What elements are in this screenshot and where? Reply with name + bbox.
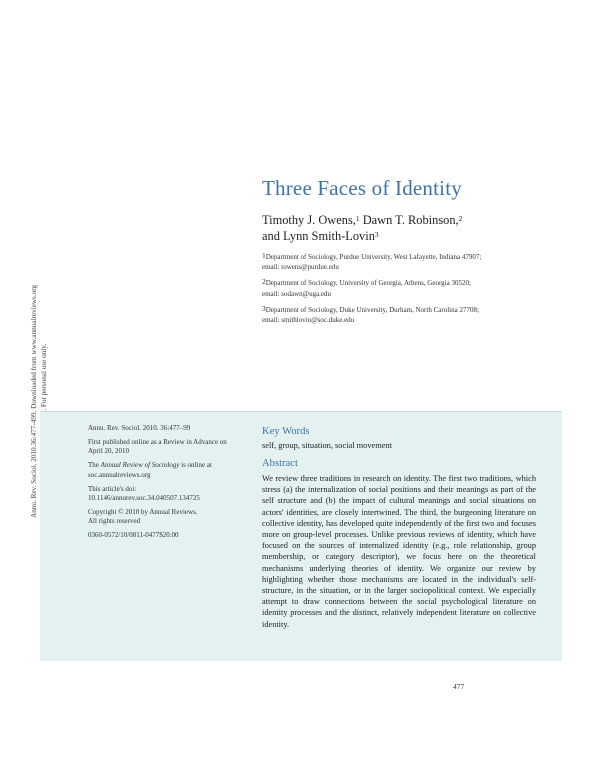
doi[interactable]: 10.1146/annurev.soc.34.040507.134725 xyxy=(88,493,200,502)
affiliation-marker: 3 xyxy=(374,230,379,239)
author-name: Timothy J. Owens, xyxy=(262,213,356,227)
first-published: First published online as a Review in Advance on April 20, 2010 xyxy=(88,437,227,456)
journal-name: Annual Review of Sociology xyxy=(100,461,180,470)
abstract-heading: Abstract xyxy=(262,458,298,469)
doi-label: This article's doi: xyxy=(88,484,137,493)
author-name: and Lynn Smith-Lovin xyxy=(262,229,375,243)
affiliation-marker: 1 xyxy=(355,214,360,223)
affiliation-item xyxy=(262,305,532,325)
keywords-heading: Key Words xyxy=(262,426,310,437)
page-number: 477 xyxy=(453,682,465,691)
affiliation-email: email: sodawn@uga.edu xyxy=(262,289,332,298)
affiliations xyxy=(262,252,532,331)
article-title: Three Faces of Identity xyxy=(262,176,462,200)
affiliation-item xyxy=(262,252,532,272)
keywords-text: self, group, situation, social movement xyxy=(262,441,393,450)
citation: Annu. Rev. Sociol. 2010. 36:477–99 xyxy=(88,424,191,432)
journal-info xyxy=(88,424,238,545)
watermark-line-1: Annu. Rev. Sociol. 2010.36:477-499. Downloaded from www.annualreviews.org xyxy=(30,284,38,518)
online-prefix: The xyxy=(88,461,101,470)
affiliation-text: Department of Sociology, University of Georgia, Athens, Georgia 30520; xyxy=(265,279,471,288)
affiliation-item xyxy=(262,278,532,298)
affiliation-number: 3 xyxy=(262,303,266,313)
affiliation-text: Department of Sociology, Duke University, Durham, North Carolina 27708; xyxy=(265,305,479,314)
affiliation-text: Department of Sociology, Purdue University, West Lafayette, Indiana 47907; xyxy=(265,253,482,261)
online-info xyxy=(88,461,238,480)
rights: All rights reserved xyxy=(88,517,141,526)
copyright-block xyxy=(88,508,238,527)
author-line-2 xyxy=(262,228,462,244)
author-list xyxy=(262,212,462,244)
issn: 0360-0572/10/0811-0477$20.00 xyxy=(88,531,179,540)
doi-block xyxy=(88,485,238,504)
online-suffix: is online at soc.annualreviews.org xyxy=(88,461,212,479)
author-name: Dawn T. Robinson, xyxy=(359,213,459,227)
panel-top-border xyxy=(40,411,562,412)
affiliation-marker: 2 xyxy=(458,214,463,223)
affiliation-number: 2 xyxy=(262,277,266,287)
affiliation-email: email: smithlovin@soc.duke.edu xyxy=(262,316,355,325)
main-column xyxy=(262,426,536,630)
author-line-1 xyxy=(262,212,462,228)
copyright: Copyright © 2010 by Annual Reviews. xyxy=(88,507,198,516)
affiliation-number: 1 xyxy=(262,251,266,260)
abstract-text: We review three traditions in research on identity. The first two traditions, which stress (a) the internalization of social positions and their meanings as part of the self structure and (b) the impact of cultural meanings and social situations on actors' identities, are closely intertwined. The third, the burgeoning literature on collective identity, has developed quite independently of the first two and focuses more on group-level processes. Unlike previous reviews of identity, which have focused on the sources of internalized identity (e.g., role relationship, group membership, or category descriptor), we focus here on the theoretical mechanisms underlying theories of identity. We organize our review by highlighting whether those mechanisms are located in the individual's self-structure, in the situation, or in the larger sociopolitical context. We especially attempt to draw connections between the social psychological literature on identity processes and the distinct, relatively independent literature on collective identity. xyxy=(262,474,536,629)
affiliation-email: email: towens@purdue.edu xyxy=(262,263,339,272)
